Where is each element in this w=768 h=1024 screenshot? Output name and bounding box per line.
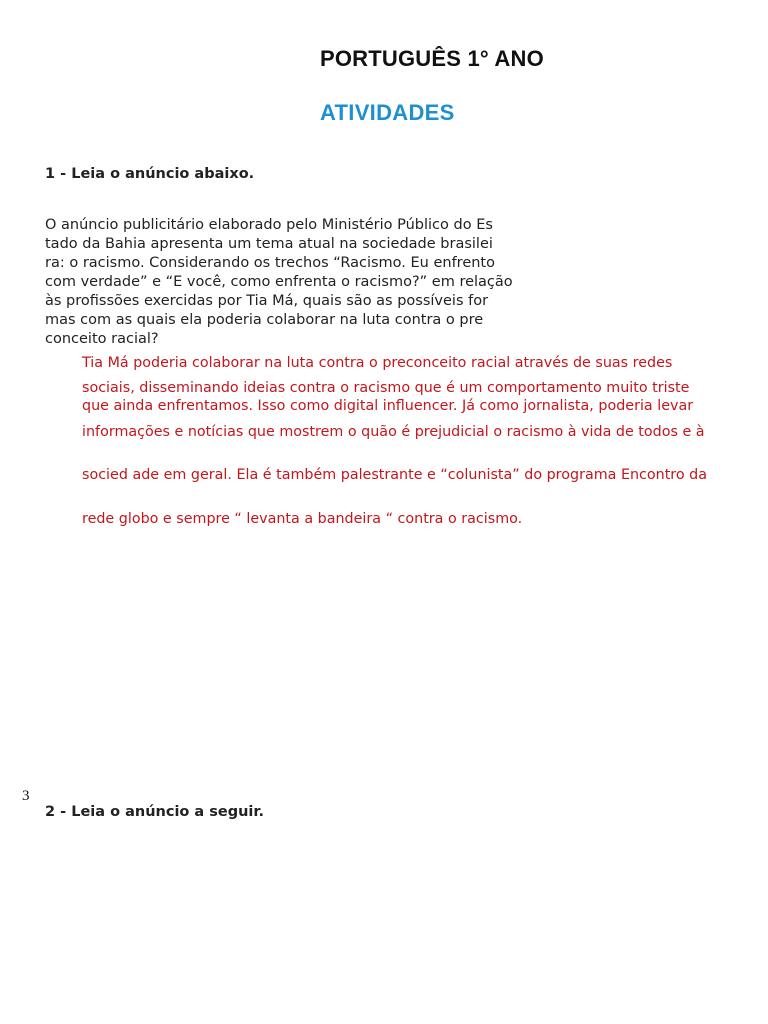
question-2-heading: 2 - Leia o anúncio a seguir. [45,804,264,820]
answer-line: Tia Má poderia colaborar na luta contra o preconceito racial através de suas redes [82,355,673,371]
page-subtitle: ATIVIDADES [320,100,455,125]
question-1-prompt-line: tado da Bahia apresenta um tema atual na sociedade brasilei [45,236,493,252]
question-1-prompt-line: O anúncio publicitário elaborado pelo Ministério Público do Es [45,217,493,233]
answer-line: socied ade em geral. Ela é também palestrante e “colunista” do programa Encontro da [82,467,707,483]
question-1-prompt-line: conceito racial? [45,331,159,347]
question-1-prompt-line: ra: o racismo. Considerando os trechos “Racismo. Eu enfrento [45,255,495,271]
answer-line: sociais, disseminando ideias contra o racismo que é um comportamento muito triste [82,380,690,396]
answer-line: rede globo e sempre “ levanta a bandeira “ contra o racismo. [82,511,523,527]
question-1-heading: 1 - Leia o anúncio abaixo. [45,166,255,182]
question-1-prompt-line: às profissões exercidas por Tia Má, quais são as possíveis for [45,293,489,309]
answer-line: informações e notícias que mostrem o quão é prejudicial o racismo à vida de todos e à [82,424,705,440]
question-1-prompt-line: mas com as quais ela poderia colaborar na luta contra o pre [45,312,484,328]
page-number: 3 [22,788,30,804]
page-title: PORTUGUÊS 1° ANO [320,46,544,71]
answer-line: que ainda enfrentamos. Isso como digital influencer. Já como jornalista, poderia levar [82,398,694,414]
question-1-prompt-line: com verdade” e “E você, como enfrenta o racismo?” em relação [45,274,513,290]
